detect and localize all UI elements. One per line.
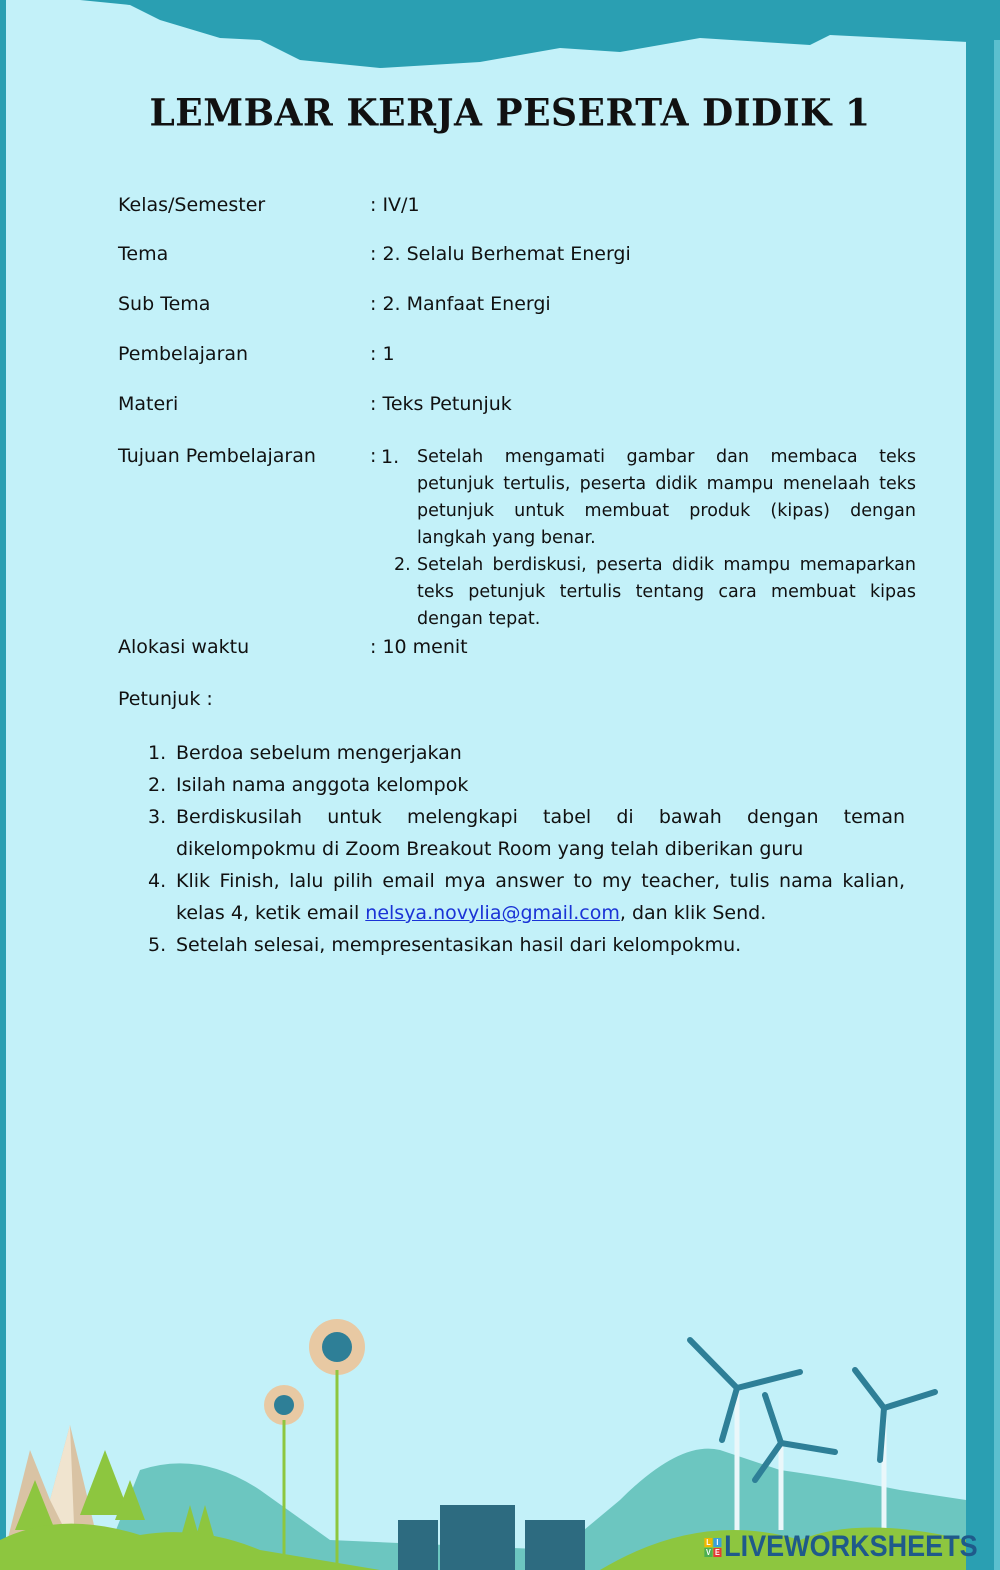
instruction-number: 5. — [148, 934, 167, 956]
liveworksheets-logo-icon: L I V E — [706, 1537, 721, 1557]
objective-item — [381, 444, 916, 552]
objective-text: Setelah berdiskusi, peserta didik mampu memaparkan teks petunjuk tertulis tentang cara membuat kipas dengan tepat. — [417, 555, 916, 629]
instruction-item — [148, 865, 905, 929]
instruction-number: 3. — [148, 806, 167, 828]
instruction-text: Setelah selesai, mempresentasikan hasil dari kelompokmu. — [176, 934, 742, 956]
instruction-text: Berdiskusilah untuk melengkapi tabel di bawah dengan teman dikelompokmu di Zoom Breakout Room yang telah diberikan guru — [176, 806, 905, 860]
info-value: : 2. Selalu Berhemat Energi — [370, 243, 631, 265]
info-label: Tema — [118, 243, 169, 265]
instructions-heading: Petunjuk : — [118, 688, 213, 710]
instructions-list — [148, 737, 905, 961]
instruction-number: 4. — [148, 870, 167, 892]
email-link[interactable]: nelsya.novylia@gmail.com — [365, 902, 620, 924]
solar-panel-icon — [398, 1505, 585, 1570]
frame-right-inner — [994, 40, 1000, 1570]
info-label: Pembelajaran — [118, 343, 249, 365]
instruction-number: 2. — [148, 774, 167, 796]
frame-top-wave — [0, 0, 1000, 160]
instruction-number: 1. — [148, 742, 167, 764]
info-label: Tujuan Pembelajaran — [118, 445, 316, 467]
info-value: : 10 menit — [370, 636, 468, 658]
instruction-text: , dan klik Send. — [619, 902, 767, 924]
watermark-text: LIVEWORKSHEETS — [724, 1530, 978, 1563]
info-value: : 1 — [370, 343, 395, 365]
instruction-text: Klik Finish, lalu pilih email mya answer to my teacher, tulis nama kalian, kelas 4, ketik email — [176, 870, 905, 924]
info-label: Alokasi waktu — [118, 636, 250, 658]
info-value: : Teks Petunjuk — [370, 393, 512, 415]
objectives-list — [381, 444, 916, 633]
instruction-item — [148, 801, 905, 865]
objective-text: Setelah mengamati gambar dan membaca teks petunjuk tertulis, peserta didik mampu menelaah teks petunjuk untuk membuat produk (kipas) dengan langkah yang benar. — [417, 447, 916, 548]
info-label: Sub Tema — [118, 293, 211, 315]
objective-item — [381, 552, 916, 633]
info-label: Materi — [118, 393, 179, 415]
info-label: Kelas/Semester — [118, 194, 266, 216]
page-title: LEMBAR KERJA PESERTA DIDIK 1 — [149, 90, 871, 136]
liveworksheets-watermark — [705, 1530, 978, 1564]
objective-number: 2. — [394, 555, 411, 575]
info-value: : 2. Manfaat Energi — [370, 293, 551, 315]
instruction-text: Berdoa sebelum mengerjakan — [176, 742, 462, 764]
info-value: : IV/1 — [370, 194, 420, 216]
instruction-item — [148, 929, 905, 961]
info-value: : — [370, 445, 377, 467]
instruction-item — [148, 737, 905, 769]
instruction-item — [148, 769, 905, 801]
objective-number: 1. — [381, 446, 400, 468]
instruction-text: Isilah nama anggota kelompok — [176, 774, 469, 796]
